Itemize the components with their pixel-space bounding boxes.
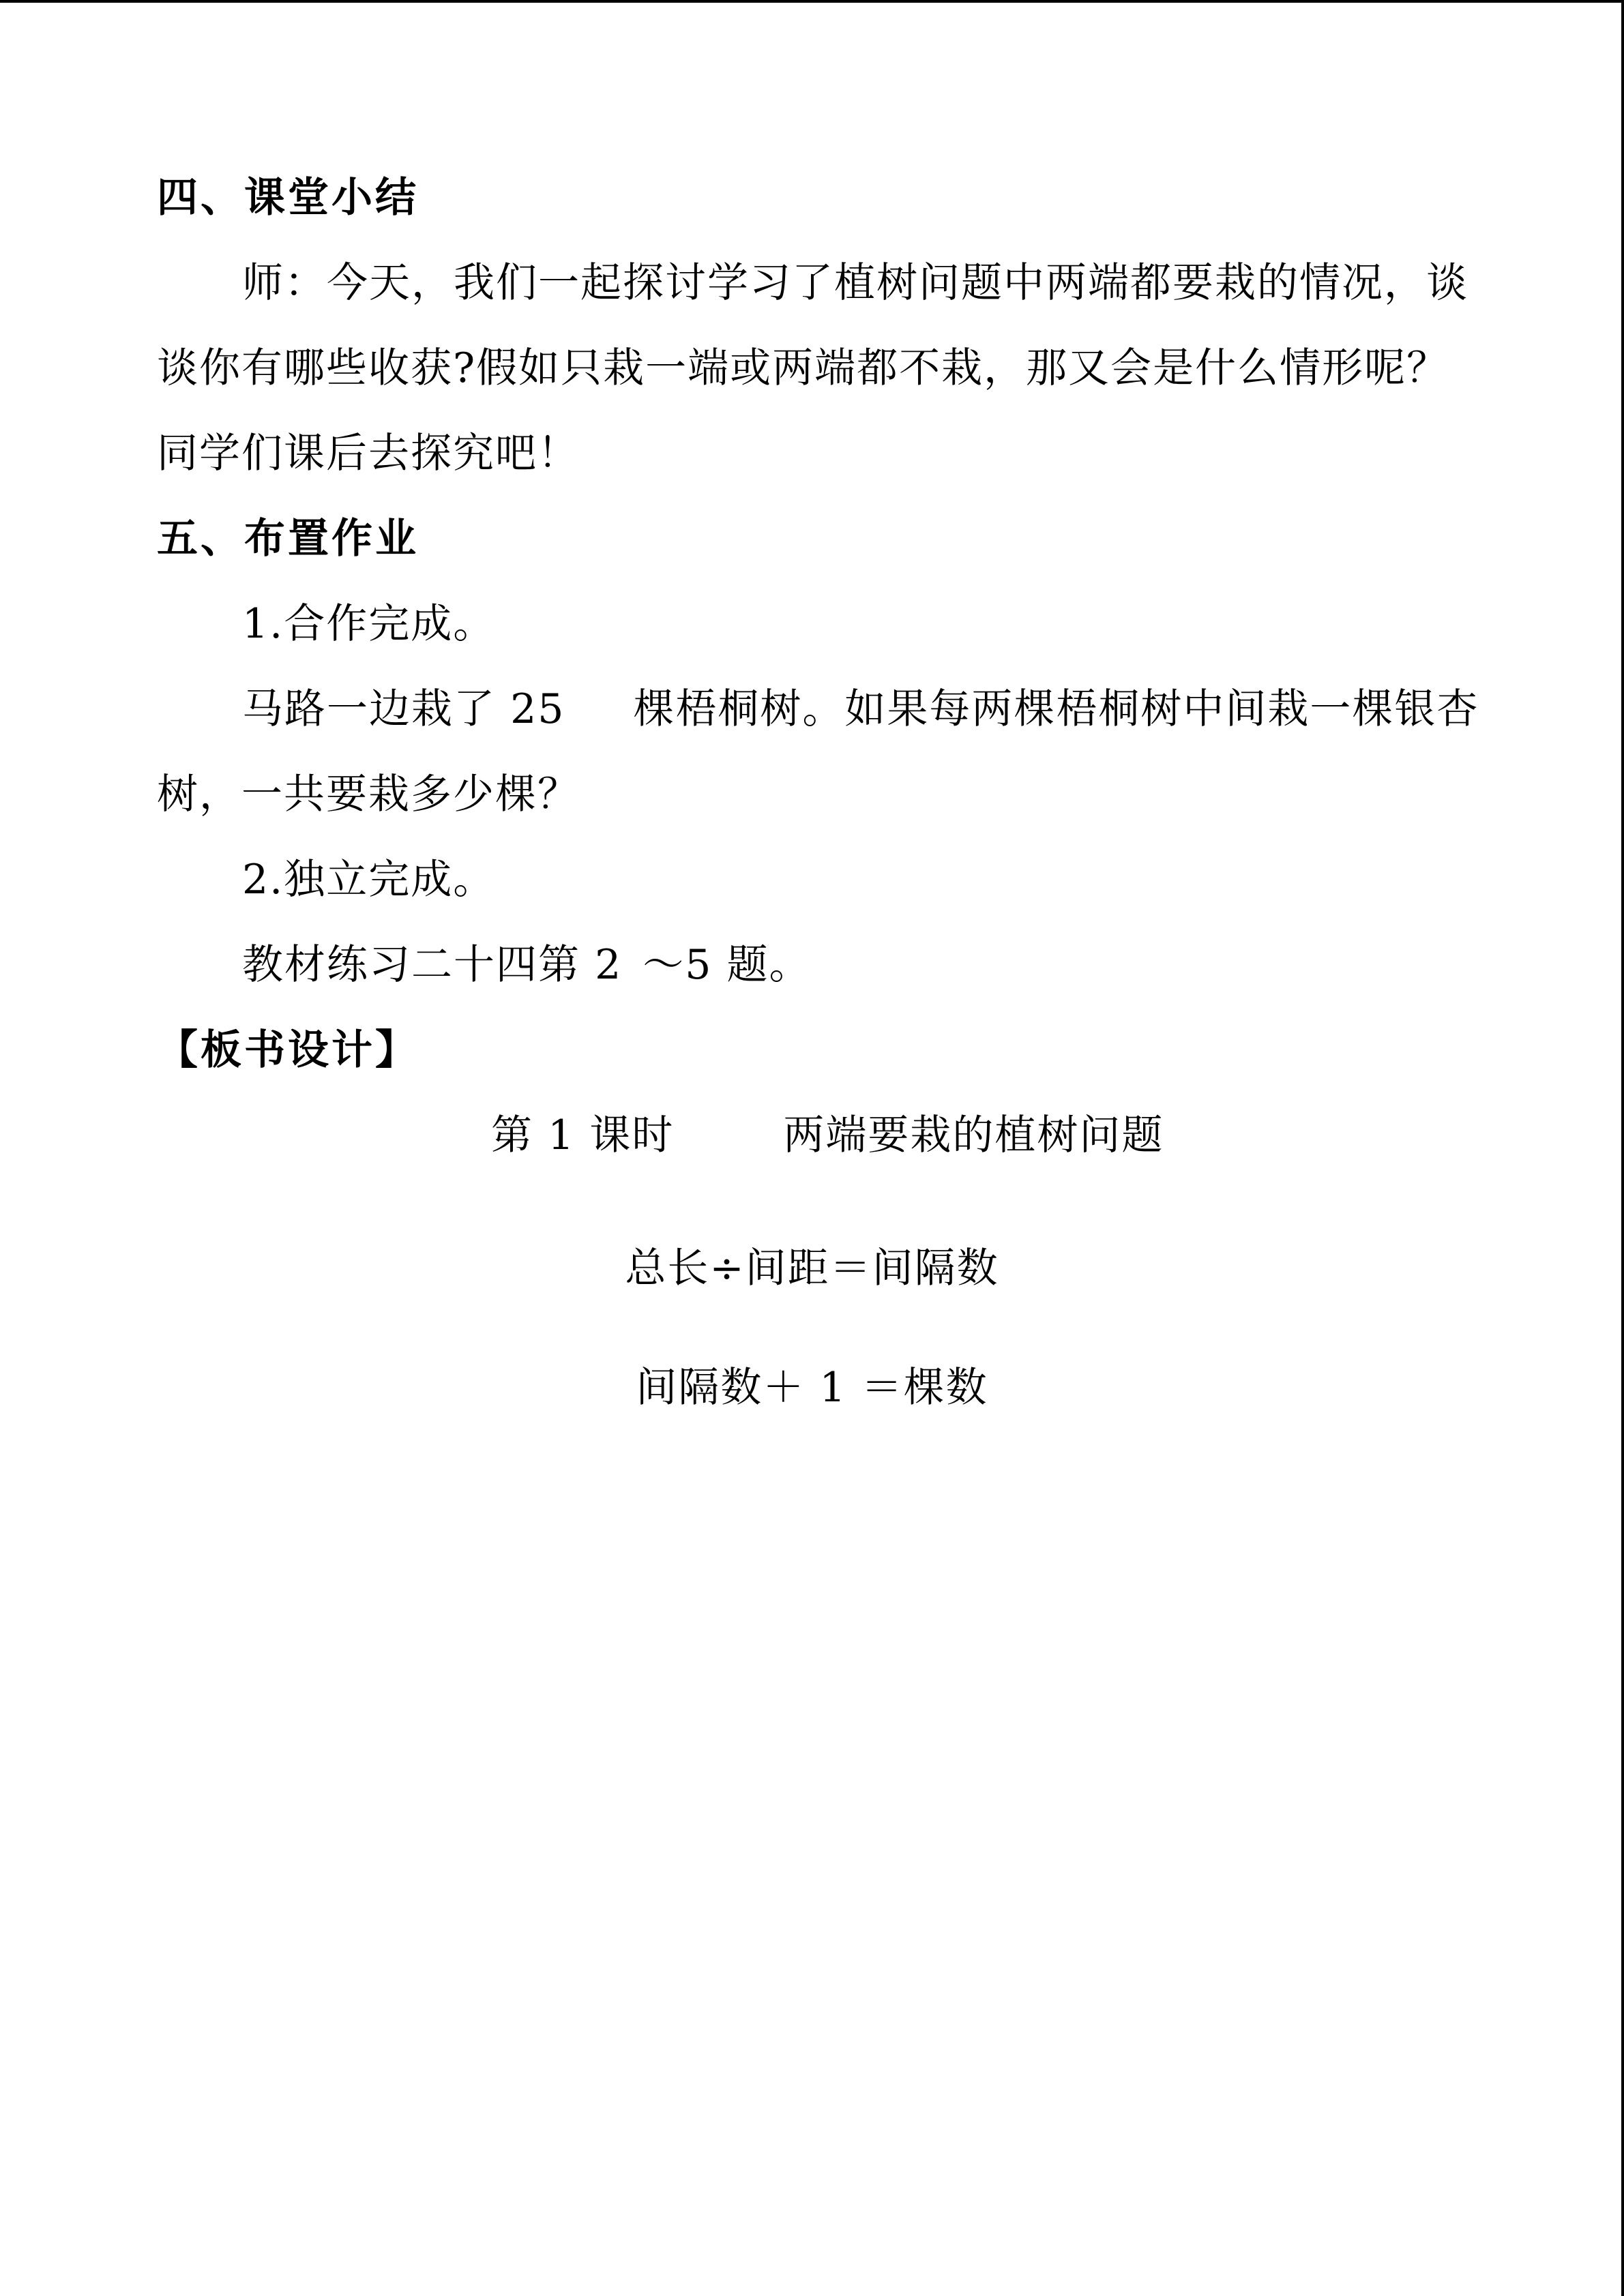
homework-item2-text-a: 教材练习二十四第 2 [242, 941, 623, 989]
section4-paragraph-line2: 谈你有哪些收获?假如只栽一端或两端都不栽，那又会是什么情形呢？ [157, 344, 1449, 392]
homework-item1-title: 1.合作完成。 [242, 600, 496, 648]
homework-item1-text-line2: 树，一共要栽多少棵？ [157, 771, 580, 818]
section4-paragraph-line3: 同学们课后去探究吧！ [157, 430, 580, 477]
page-top-border [0, 0, 1624, 3]
board-lesson-label: 第 1 课时 [491, 1112, 675, 1159]
homework-item2-text-b: ～5 题。 [643, 941, 812, 989]
section4-paragraph-line1: 师：今天，我们一起探讨学习了植树问题中两端都要栽的情况，谈 [242, 259, 1468, 307]
board-lesson-title: 两端要栽的植树问题 [783, 1112, 1164, 1159]
board-design-heading: 【板书设计】 [157, 1026, 419, 1074]
homework-item1-text-b: 棵梧桐树。如果每两棵梧桐树中间栽一棵银杏 [633, 685, 1479, 733]
homework-item1-text-a: 马路一边栽了 25 [242, 685, 565, 733]
homework-item1-text [242, 682, 1479, 736]
board-formula-2: 间隔数＋ 1 ＝棵数 [636, 1364, 988, 1412]
homework-item2-title: 2.独立完成。 [242, 856, 496, 904]
board-lesson-line [491, 1108, 1164, 1163]
section4-heading: 四、课堂小结 [157, 174, 419, 222]
homework-item2-text [242, 938, 812, 992]
board-formula-1: 总长÷间距＝间隔数 [625, 1244, 999, 1292]
section5-heading: 五、布置作业 [157, 515, 419, 563]
page-right-border [1621, 0, 1624, 2296]
